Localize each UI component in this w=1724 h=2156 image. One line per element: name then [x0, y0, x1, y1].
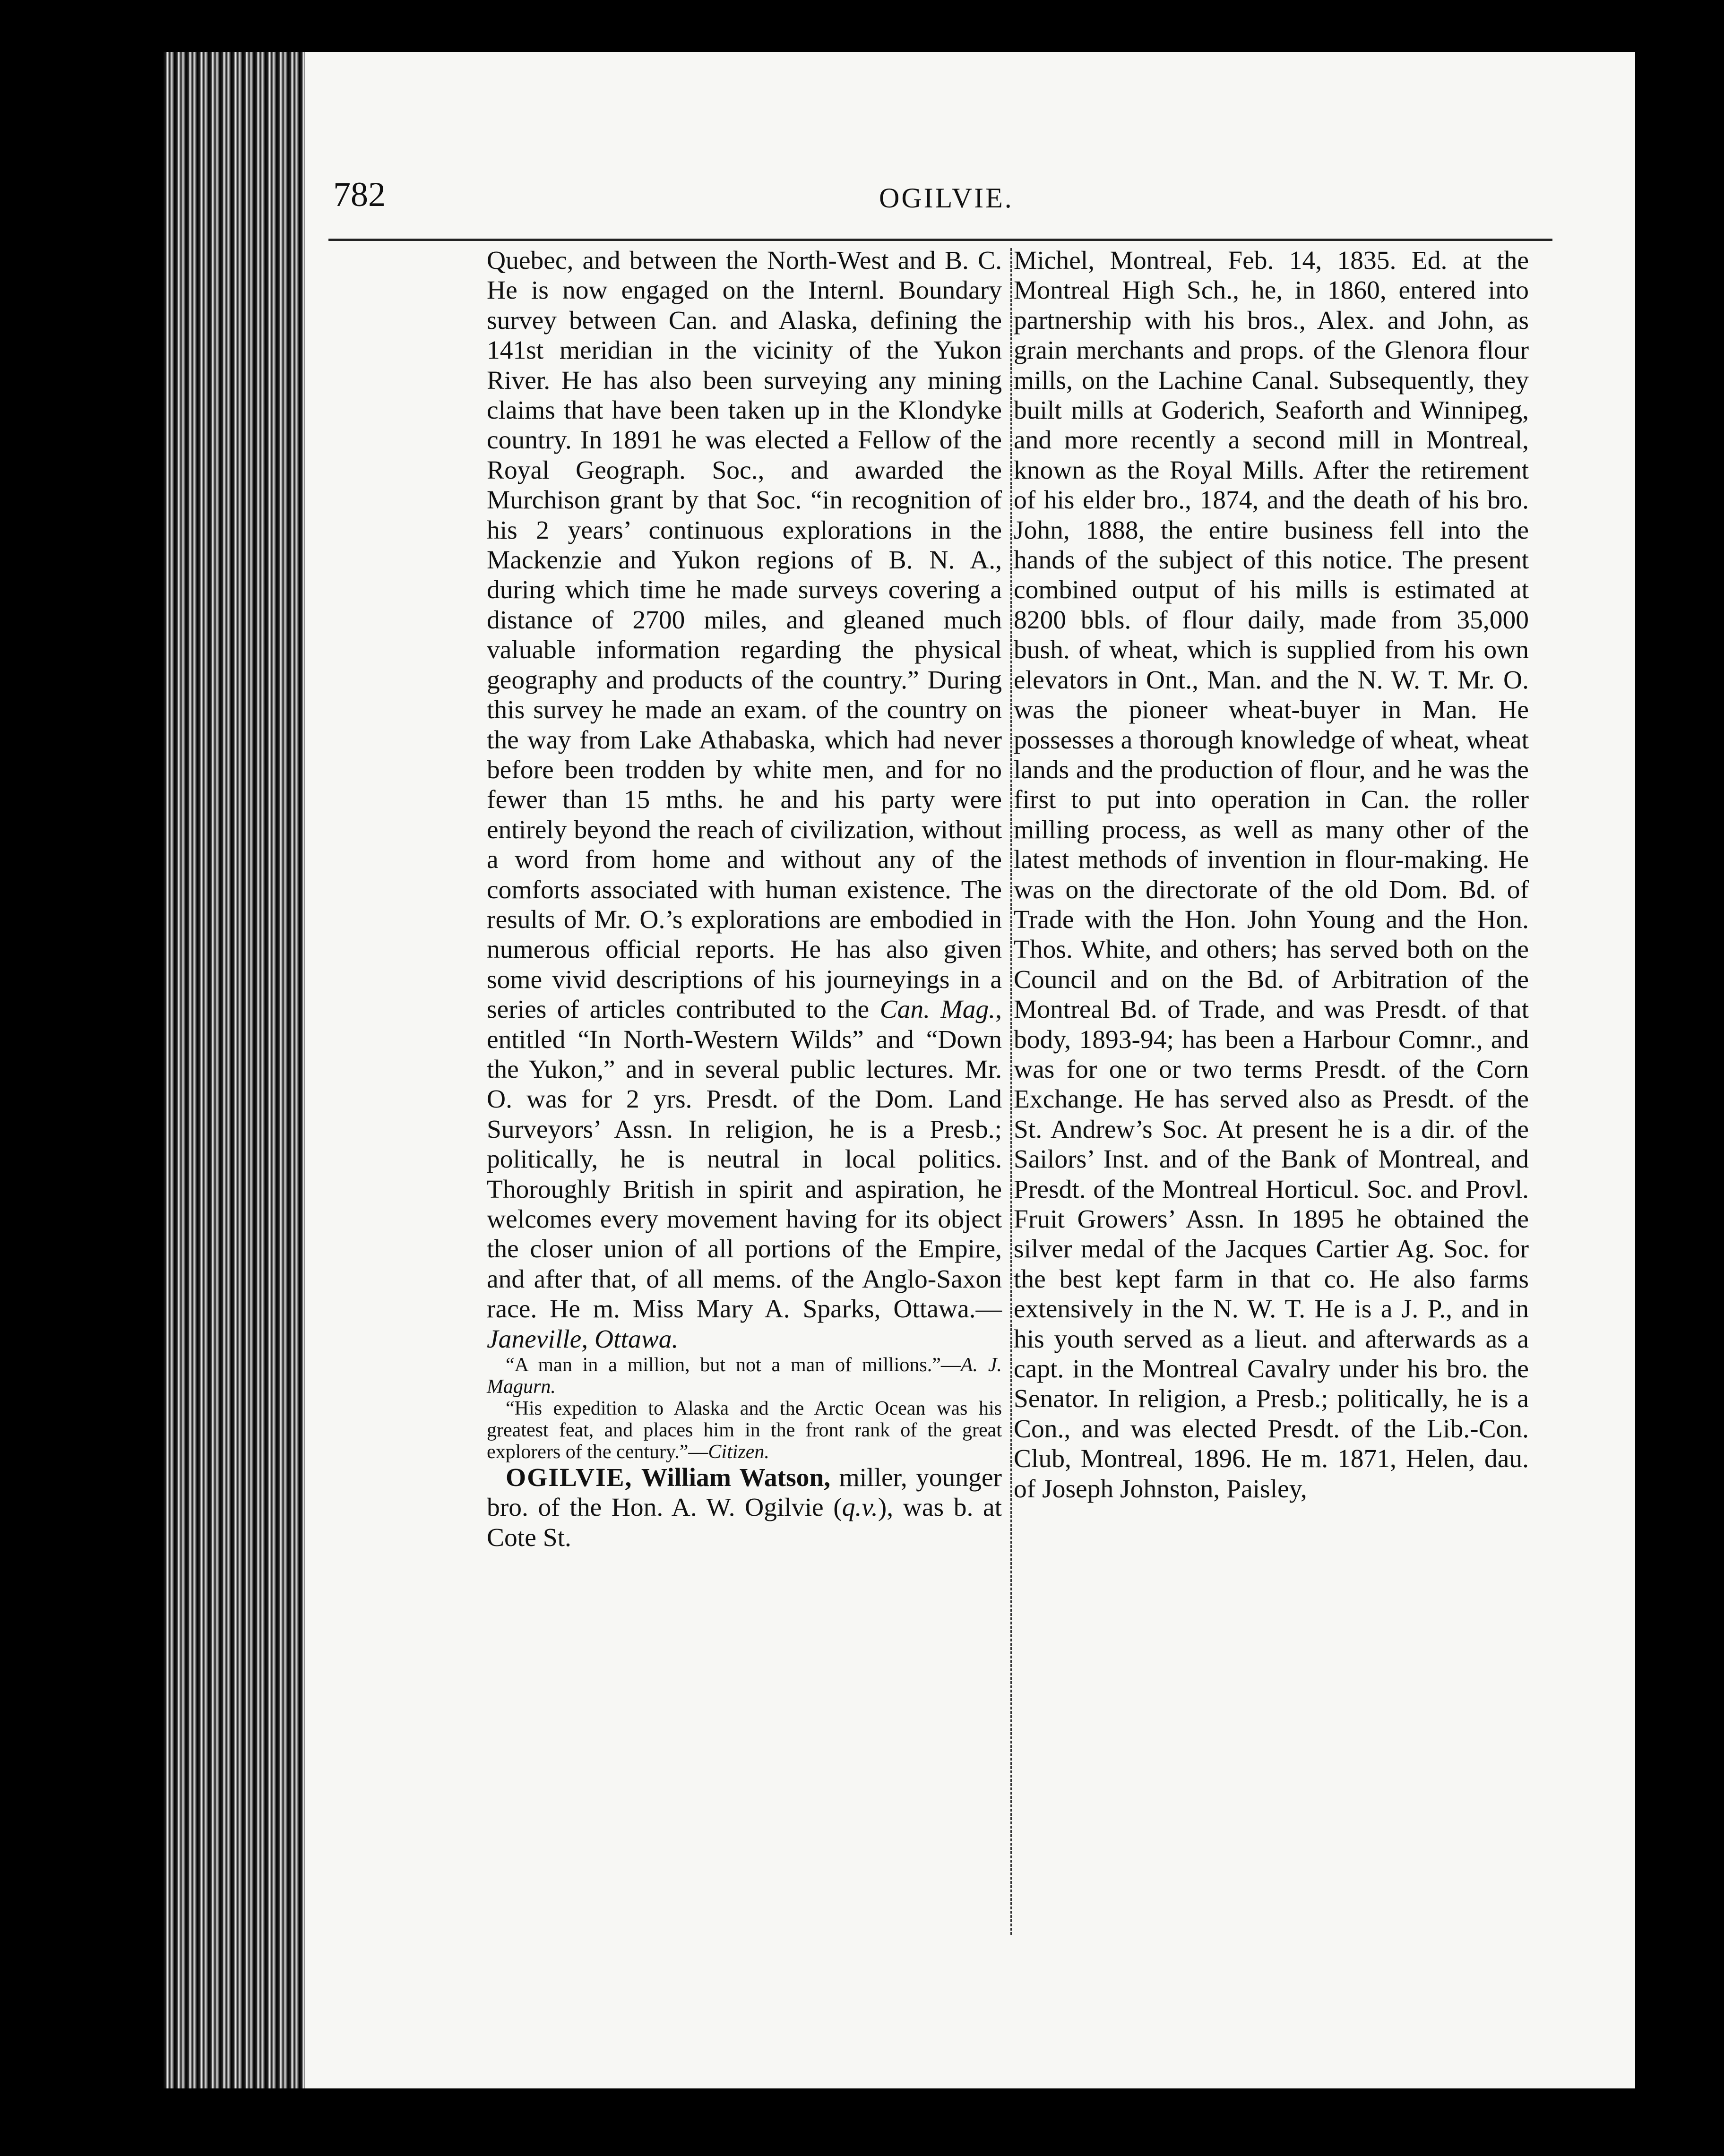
- quote-magurn: “A man in a million, but not a man of millions.”—A. J. Magurn.: [487, 1354, 1002, 1398]
- scan-border: [1635, 0, 1724, 2156]
- entry-given-names: William Watson,: [641, 1463, 831, 1493]
- header-rule: [328, 239, 1552, 241]
- running-head: OGILVIE.: [879, 182, 1014, 214]
- page-binding-shadow: [163, 52, 305, 2088]
- residence: Janeville, Ottawa.: [487, 1324, 679, 1354]
- ogilvie-biography-continued: Quebec, and between the North-West and B. C. He is now engaged on the Internl. Boundary survey between Can. and Alaska, defining the 141st meridian in the vicinity of the Yukon River. He has also been surveying any mining claims that have been taken up in the Klondyke country. In 1891 he was elected a Fellow of the Royal Geograph. Soc., and awarded the Murchison grant by that Soc. “in recognition of his 2 years’ continuous explorations in the Mackenzie and Yukon regions of B. N. A., during which time he made surveys covering a distance of 2700 miles, and gleaned much valuable information regarding the physical geography and products of the country.” During this survey he made an exam. of the country on the way from Lake Athabaska, which had never before been trodden by white men, and for no fewer than 15 mths. he and his party were entirely beyond the reach of civilization, without a word from home and without any of the comforts associated with human existence. The results of Mr. O.’s explorations are embodied in numerous official reports. He has also given some vivid descriptions of his journeyings in a series of articles contributed to the Can. Mag., entitled “In North-Western Wilds” and “Down the Yukon,” and in several public lectures. Mr. O. was for 2 yrs. Presdt. of the Dom. Land Surveyors’ Assn. In religion, he is a Presb.; politically, he is neutral in local politics. Thoroughly British in spirit and aspiration, he welcomes every movement having for its object the closer union of all portions of the Empire, and after that, of all mems. of the Anglo-Saxon race. He m. Miss Mary A. Sparks, Ottawa.—Janeville, Ottawa.: [487, 246, 1002, 1354]
- column-divider: [1010, 248, 1012, 1935]
- entry-surname: OGILVIE,: [506, 1463, 633, 1493]
- page-number: 782: [333, 175, 386, 214]
- entry-william-watson-ogilvie: OGILVIE, William Watson, miller, younger bro. of the Hon. A. W. Ogilvie (q.v.), was b. at Cote St.: [487, 1463, 1002, 1552]
- right-column: [1014, 246, 1529, 1504]
- page-header: [333, 118, 1543, 213]
- quote-citizen: “His expedition to Alaska and the Arctic Ocean was his greatest feat, and places him in the front rank of the great explorers of the century.”—Citizen.: [487, 1398, 1002, 1463]
- magazine-title: Can. Mag.: [879, 995, 996, 1024]
- william-watson-biography: Michel, Montreal, Feb. 14, 1835. Ed. at the Montreal High Sch., he, in 1860, entered into partnership with his bros., Alex. and John, as grain merchants and props. of the Glenora flour mills, on the Lachine Canal. Subsequently, they built mills at Goderich, Seaforth and Winnipeg, and more recently a second mill in Montreal, known as the Royal Mills. After the retirement of his elder bro., 1874, and the death of his bro. John, 1888, the entire business fell into the hands of the subject of this notice. The present combined output of his mills is estimated at 8200 bbls. of flour daily, made from 35,000 bush. of wheat, which is supplied from his own elevators in Ont., Man. and the N. W. T. Mr. O. was the pioneer wheat-buyer in Man. He possesses a thorough knowledge of wheat, wheat lands and the production of flour, and he was the first to put into operation in Can. the roller milling process, as well as many other of the latest methods of invention in flour-making. He was on the directorate of the old Dom. Bd. of Trade with the Hon. John Young and the Hon. Thos. White, and others; has served both on the Council and on the Bd. of Arbitration of the Montreal Bd. of Trade, and was Presdt. of that body, 1893-94; has been a Harbour Comnr., and was for one or two terms Presdt. of the Corn Exchange. He has served also as Presdt. of the St. Andrew’s Soc. At present he is a dir. of the Sailors’ Inst. and of the Bank of Montreal, and Presdt. of the Montreal Horticul. Soc. and Provl. Fruit Growers’ Assn. In 1895 he obtained the silver medal of the Jacques Cartier Ag. Soc. for the best kept farm in that co. He also farms extensively in the N. W. T. He is a J. P., and in his youth served as a lieut. and afterwards as a capt. in the Montreal Cavalry under his bro. the Senator. In religion, a Presb.; politically, he is a Con., and was elected Presdt. of the Lib.-Con. Club, Montreal, 1896. He m. 1871, Helen, dau. of Joseph Johnston, Paisley,: [1014, 246, 1529, 1503]
- left-column: [487, 246, 1002, 1553]
